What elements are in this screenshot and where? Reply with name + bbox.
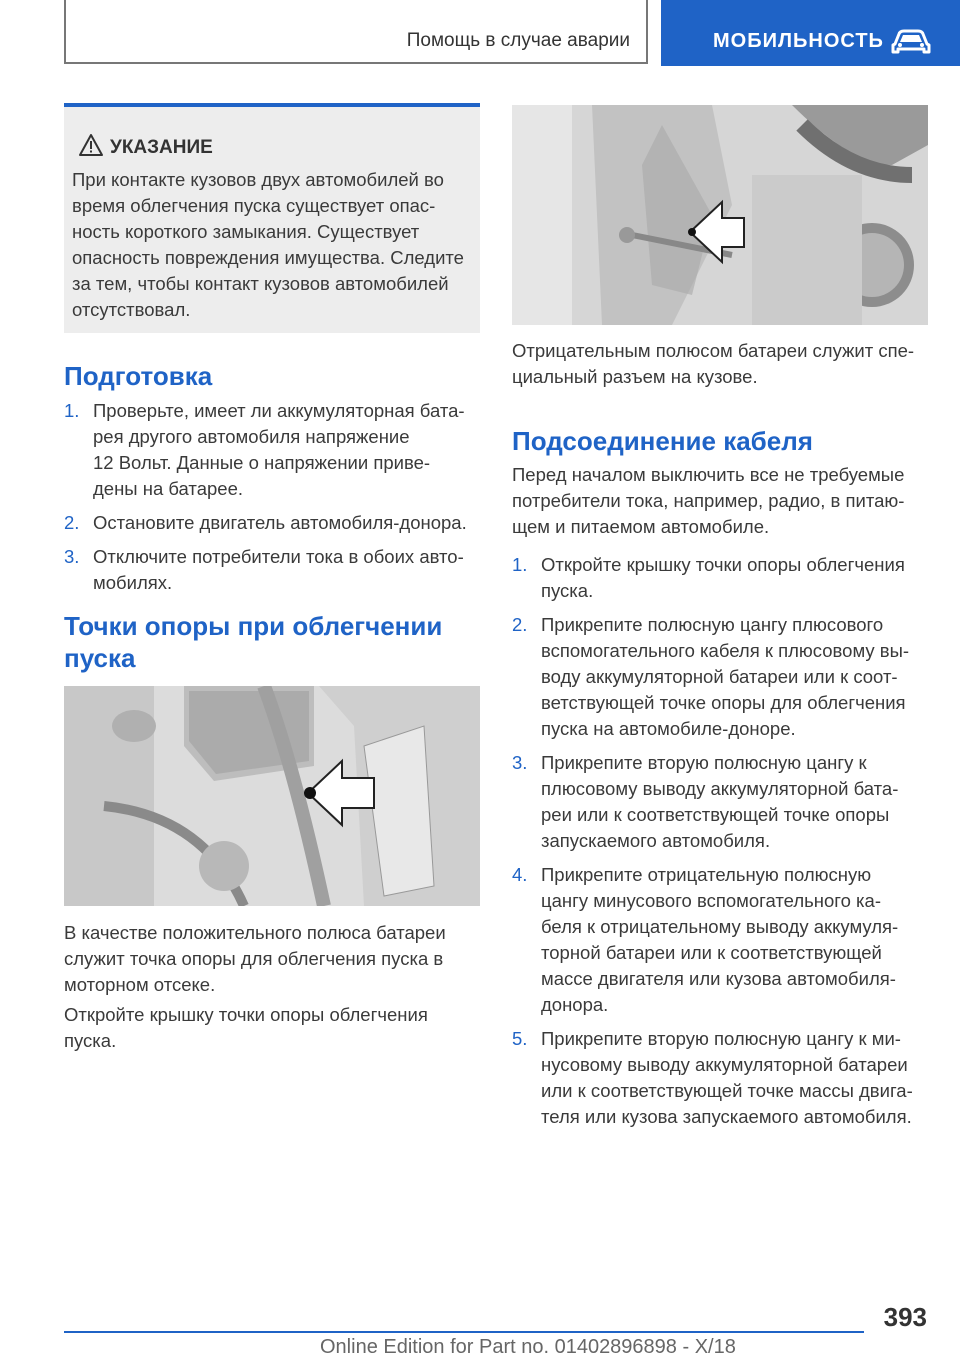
step-number: 1. (512, 554, 528, 575)
step-text: Прикрепите отрицательную полюсную цангу минусового вспомогательного ка- беля к отрицательному выводу аккумуля- торной батареи или к соответствующей массе двигателя или кузова автомобиля- донора. (541, 864, 899, 1015)
page-number: 393 (883, 1302, 927, 1332)
engine-bay-photo-negative (512, 105, 928, 325)
list-item (64, 398, 480, 502)
list-item (512, 612, 932, 742)
list-item (512, 750, 932, 854)
list-item (512, 1026, 932, 1130)
step-number: 1. (64, 400, 80, 421)
header-chapter-tab (661, 0, 960, 66)
header-section-title: Помощь в случае аварии (406, 30, 630, 51)
list-item (64, 544, 480, 596)
step-number: 2. (64, 512, 80, 533)
step-text: Откройте крышку точки опоры облегчения пуска. (541, 554, 905, 601)
warning-box (64, 103, 480, 333)
step-number: 5. (512, 1028, 528, 1049)
step-text: Прикрепите полюсную цангу плюсового вспомогательного кабеля к плюсовому вы- воду аккумуляторной батареи или к соот- ветствующей точке опоры для облегчения пуска на автомобиле-доноре. (541, 614, 910, 739)
support-points-heading: Точки опоры при облегчении пуска (64, 611, 443, 673)
list-item (512, 552, 932, 604)
step-number: 2. (512, 614, 528, 635)
step-text: Отключите потребители тока в обоих авто- мобилях. (93, 546, 464, 593)
footer-edition: Online Edition for Part no. 01402896898 - X/18 (320, 1336, 736, 1358)
preparation-heading: Подготовка (64, 361, 213, 391)
preparation-steps (64, 398, 480, 604)
negative-pole-caption: Отрицательным полюсом батареи служит спе- циальный разъем на кузове. (512, 340, 915, 387)
cable-connection-steps (512, 552, 932, 1138)
support-points-text-1: В качестве положительного полюса батареи служит точка опоры для облегчения пуска в моторном отсеке. (64, 922, 446, 995)
step-number: 4. (512, 864, 528, 885)
step-number: 3. (64, 546, 80, 567)
warning-title: УКАЗАНИЕ (110, 137, 213, 158)
car-icon (889, 26, 933, 56)
warning-triangle-icon (78, 133, 104, 157)
step-text: Проверьте, имеет ли аккумуляторная бата- рея другого автомобиля напряжение 12 Вольт. Данные о напряжении приве- дены на батарее. (93, 400, 465, 499)
footer-divider (64, 1331, 864, 1333)
cable-connection-heading: Подсоединение кабеля (512, 426, 813, 456)
support-points-text-2: Откройте крышку точки опоры облегчения пуска. (64, 1004, 428, 1051)
list-item (512, 862, 932, 1018)
cable-connection-intro: Перед началом выключить все не требуемые потребители тока, например, радио, в питаю- щем и питаемом автомобиле. (512, 464, 905, 537)
step-text: Остановите двигатель автомобиля-донора. (93, 512, 467, 533)
step-text: Прикрепите вторую полюсную цангу к ми- нусовому выводу аккумуляторной батареи или к соответствующей точке массы двига- теля или кузова запускаемого автомобиля. (541, 1028, 913, 1127)
warning-body: При контакте кузовов двух автомобилей во время облегчения пуска существует опас- ность короткого замыкания. Существует опасность повреждения имущества. Следите за тем, чтобы контакт кузовов автомобилей отсутствовал. (72, 169, 464, 320)
step-number: 3. (512, 752, 528, 773)
header-section-box (64, 0, 648, 64)
step-text: Прикрепите вторую полюсную цангу к плюсовому выводу аккумуляторной бата- реи или к соответствующей точке опоры запускаемого автомобиля. (541, 752, 899, 851)
list-item (64, 510, 480, 536)
engine-bay-photo-positive (64, 686, 480, 906)
header-chapter-title: МОБИЛЬНОСТЬ (713, 30, 884, 52)
